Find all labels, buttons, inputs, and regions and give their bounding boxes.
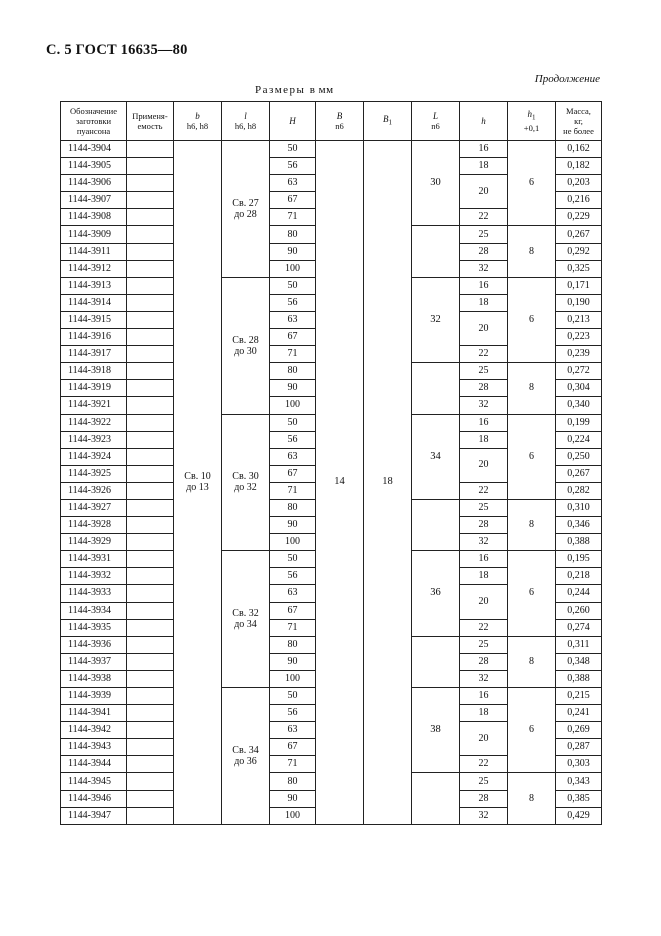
- mass-cell: 0,244: [556, 585, 602, 602]
- H-cell: 63: [270, 311, 316, 328]
- h-cell: 25: [460, 499, 508, 516]
- mass-cell: 0,162: [556, 141, 602, 158]
- designation-cell: 1144-3921: [61, 397, 127, 414]
- mass-cell: 0,241: [556, 705, 602, 722]
- designation-cell: 1144-3919: [61, 380, 127, 397]
- H-cell: 63: [270, 448, 316, 465]
- h1-cell: 6: [508, 414, 556, 499]
- applicability-cell: [127, 363, 174, 380]
- h1-cell: 6: [508, 551, 556, 636]
- applicability-cell: [127, 499, 174, 516]
- designation-cell: 1144-3922: [61, 414, 127, 431]
- h-cell: 32: [460, 670, 508, 687]
- h-cell: 32: [460, 807, 508, 824]
- applicability-cell: [127, 431, 174, 448]
- H-cell: 71: [270, 482, 316, 499]
- mass-cell: 0,190: [556, 294, 602, 311]
- col-header-h1: $h_1$ +0,1: [508, 102, 556, 141]
- mass-cell: 0,267: [556, 465, 602, 482]
- applicability-cell: [127, 482, 174, 499]
- H-cell: 67: [270, 739, 316, 756]
- applicability-cell: [127, 739, 174, 756]
- applicability-cell: [127, 294, 174, 311]
- applicability-cell: [127, 722, 174, 739]
- mass-cell: 0,343: [556, 773, 602, 790]
- mass-cell: 0,215: [556, 688, 602, 705]
- H-cell: 63: [270, 722, 316, 739]
- applicability-cell: [127, 311, 174, 328]
- designation-cell: 1144-3933: [61, 585, 127, 602]
- mass-cell: 0,213: [556, 311, 602, 328]
- H-cell: 50: [270, 414, 316, 431]
- designation-cell: 1144-3935: [61, 619, 127, 636]
- h-cell: 22: [460, 482, 508, 499]
- h-cell: 16: [460, 688, 508, 705]
- applicability-cell: [127, 226, 174, 243]
- applicability-cell: [127, 807, 174, 824]
- h-cell: 16: [460, 277, 508, 294]
- H-cell: 50: [270, 141, 316, 158]
- applicability-cell: [127, 568, 174, 585]
- h-cell: 18: [460, 431, 508, 448]
- h-cell: 20: [460, 175, 508, 209]
- designation-cell: 1144-3925: [61, 465, 127, 482]
- h-cell: 20: [460, 722, 508, 756]
- applicability-cell: [127, 585, 174, 602]
- mass-cell: 0,269: [556, 722, 602, 739]
- designation-cell: 1144-3909: [61, 226, 127, 243]
- H-cell: 56: [270, 294, 316, 311]
- mass-cell: 0,325: [556, 260, 602, 277]
- mass-cell: 0,223: [556, 329, 602, 346]
- B-value-cell: 14: [316, 141, 364, 825]
- mass-cell: 0,287: [556, 739, 602, 756]
- applicability-cell: [127, 602, 174, 619]
- applicability-cell: [127, 175, 174, 192]
- mass-cell: 0,340: [556, 397, 602, 414]
- h-cell: 25: [460, 226, 508, 243]
- h1-cell: 8: [508, 636, 556, 687]
- h-cell: 28: [460, 653, 508, 670]
- H-cell: 50: [270, 277, 316, 294]
- applicability-cell: [127, 619, 174, 636]
- dimensions-table: [60, 101, 602, 825]
- designation-cell: 1144-3924: [61, 448, 127, 465]
- h-cell: 18: [460, 158, 508, 175]
- h-cell: 16: [460, 141, 508, 158]
- designation-cell: 1144-3931: [61, 551, 127, 568]
- applicability-cell: [127, 636, 174, 653]
- designation-cell: 1144-3913: [61, 277, 127, 294]
- table-row: [61, 141, 602, 158]
- designation-cell: 1144-3927: [61, 499, 127, 516]
- mass-cell: 0,195: [556, 551, 602, 568]
- designation-cell: 1144-3905: [61, 158, 127, 175]
- mass-cell: 0,282: [556, 482, 602, 499]
- mass-cell: 0,229: [556, 209, 602, 226]
- mass-cell: 0,385: [556, 790, 602, 807]
- col-header-h: h: [460, 102, 508, 141]
- H-cell: 71: [270, 756, 316, 773]
- h-cell: 20: [460, 448, 508, 482]
- designation-cell: 1144-3926: [61, 482, 127, 499]
- H-cell: 67: [270, 602, 316, 619]
- mass-cell: 0,224: [556, 431, 602, 448]
- mass-cell: 0,274: [556, 619, 602, 636]
- L-blank-cell: [412, 499, 460, 550]
- h1-cell: 6: [508, 141, 556, 226]
- L-value-cell: 36: [412, 551, 460, 636]
- H-cell: 67: [270, 329, 316, 346]
- designation-cell: 1144-3938: [61, 670, 127, 687]
- H-cell: 56: [270, 705, 316, 722]
- h-cell: 20: [460, 585, 508, 619]
- mass-cell: 0,310: [556, 499, 602, 516]
- applicability-cell: [127, 534, 174, 551]
- H-cell: 80: [270, 636, 316, 653]
- l-range-cell: Св. 30 до 32: [222, 414, 270, 551]
- table-body: [61, 141, 602, 825]
- designation-cell: 1144-3946: [61, 790, 127, 807]
- H-cell: 80: [270, 499, 316, 516]
- designation-cell: 1144-3941: [61, 705, 127, 722]
- col-header-mass: Масса, кг, не более: [556, 102, 602, 141]
- mass-cell: 0,388: [556, 534, 602, 551]
- applicability-cell: [127, 141, 174, 158]
- applicability-cell: [127, 158, 174, 175]
- dimensions-caption: [255, 84, 334, 96]
- applicability-cell: [127, 670, 174, 687]
- H-cell: 63: [270, 585, 316, 602]
- h-cell: 16: [460, 551, 508, 568]
- applicability-cell: [127, 517, 174, 534]
- designation-cell: 1144-3939: [61, 688, 127, 705]
- h1-cell: 6: [508, 277, 556, 362]
- h-cell: 22: [460, 619, 508, 636]
- H-cell: 100: [270, 397, 316, 414]
- designation-cell: 1144-3914: [61, 294, 127, 311]
- designation-cell: 1144-3944: [61, 756, 127, 773]
- h1-cell: 8: [508, 499, 556, 550]
- H-cell: 100: [270, 260, 316, 277]
- H-cell: 67: [270, 192, 316, 209]
- mass-cell: 0,218: [556, 568, 602, 585]
- h1-cell: 8: [508, 773, 556, 824]
- continuation-note: Продолжение: [534, 73, 600, 85]
- designation-cell: 1144-3945: [61, 773, 127, 790]
- applicability-cell: [127, 551, 174, 568]
- mass-cell: 0,303: [556, 756, 602, 773]
- table-header-row: [61, 102, 602, 141]
- mass-cell: 0,292: [556, 243, 602, 260]
- mass-cell: 0,272: [556, 363, 602, 380]
- H-cell: 63: [270, 175, 316, 192]
- H-cell: 80: [270, 773, 316, 790]
- mass-cell: 0,429: [556, 807, 602, 824]
- H-cell: 67: [270, 465, 316, 482]
- h-cell: 32: [460, 397, 508, 414]
- H-cell: 56: [270, 158, 316, 175]
- h-cell: 18: [460, 568, 508, 585]
- L-value-cell: 34: [412, 414, 460, 499]
- h-cell: 18: [460, 705, 508, 722]
- b-range-cell: Св. 10 до 13: [174, 141, 222, 825]
- mass-cell: 0,348: [556, 653, 602, 670]
- designation-cell: 1144-3928: [61, 517, 127, 534]
- applicability-cell: [127, 380, 174, 397]
- h-cell: 32: [460, 260, 508, 277]
- h1-cell: 6: [508, 688, 556, 773]
- mass-cell: 0,216: [556, 192, 602, 209]
- h-cell: 28: [460, 790, 508, 807]
- h1-cell: 8: [508, 226, 556, 277]
- L-value-cell: 32: [412, 277, 460, 362]
- applicability-cell: [127, 192, 174, 209]
- H-cell: 90: [270, 243, 316, 260]
- h-cell: 25: [460, 773, 508, 790]
- applicability-cell: [127, 448, 174, 465]
- designation-cell: 1144-3947: [61, 807, 127, 824]
- col-header-designation: Обозначение заготовки пуансона: [61, 102, 127, 141]
- applicability-cell: [127, 790, 174, 807]
- mass-cell: 0,267: [556, 226, 602, 243]
- H-cell: 90: [270, 517, 316, 534]
- col-header-l: l h6, h8: [222, 102, 270, 141]
- designation-cell: 1144-3942: [61, 722, 127, 739]
- applicability-cell: [127, 329, 174, 346]
- B1-value-cell: 18: [364, 141, 412, 825]
- designation-cell: 1144-3912: [61, 260, 127, 277]
- mass-cell: 0,182: [556, 158, 602, 175]
- H-cell: 71: [270, 619, 316, 636]
- applicability-cell: [127, 346, 174, 363]
- l-range-cell: Св. 34 до 36: [222, 688, 270, 825]
- page-title: С. 5 ГОСТ 16635—80: [46, 42, 188, 58]
- L-blank-cell: [412, 636, 460, 687]
- L-value-cell: 30: [412, 141, 460, 226]
- applicability-cell: [127, 653, 174, 670]
- mass-cell: 0,311: [556, 636, 602, 653]
- designation-cell: 1144-3937: [61, 653, 127, 670]
- designation-cell: 1144-3934: [61, 602, 127, 619]
- L-blank-cell: [412, 363, 460, 414]
- h-cell: 28: [460, 380, 508, 397]
- applicability-cell: [127, 260, 174, 277]
- applicability-cell: [127, 243, 174, 260]
- designation-cell: 1144-3943: [61, 739, 127, 756]
- applicability-cell: [127, 277, 174, 294]
- H-cell: 100: [270, 670, 316, 687]
- col-header-applicability: Применя- емость: [127, 102, 174, 141]
- h1-cell: 8: [508, 363, 556, 414]
- H-cell: 50: [270, 688, 316, 705]
- L-blank-cell: [412, 773, 460, 824]
- H-cell: 56: [270, 568, 316, 585]
- L-value-cell: 38: [412, 688, 460, 773]
- mass-cell: 0,239: [556, 346, 602, 363]
- applicability-cell: [127, 397, 174, 414]
- designation-cell: 1144-3915: [61, 311, 127, 328]
- mass-cell: 0,346: [556, 517, 602, 534]
- h-cell: 25: [460, 636, 508, 653]
- h-cell: 22: [460, 209, 508, 226]
- l-range-cell: Св. 32 до 34: [222, 551, 270, 688]
- designation-cell: 1144-3907: [61, 192, 127, 209]
- applicability-cell: [127, 705, 174, 722]
- designation-cell: 1144-3917: [61, 346, 127, 363]
- mass-cell: 0,260: [556, 602, 602, 619]
- designation-cell: 1144-3932: [61, 568, 127, 585]
- h-cell: 28: [460, 517, 508, 534]
- H-cell: 50: [270, 551, 316, 568]
- designation-cell: 1144-3923: [61, 431, 127, 448]
- H-cell: 90: [270, 380, 316, 397]
- h-cell: 25: [460, 363, 508, 380]
- mass-cell: 0,203: [556, 175, 602, 192]
- applicability-cell: [127, 414, 174, 431]
- col-header-L: L n6: [412, 102, 460, 141]
- H-cell: 71: [270, 346, 316, 363]
- applicability-cell: [127, 773, 174, 790]
- col-header-H: H: [270, 102, 316, 141]
- l-range-cell: Св. 28 до 30: [222, 277, 270, 414]
- designation-cell: 1144-3929: [61, 534, 127, 551]
- dimensions-unit: в мм: [309, 84, 334, 96]
- h-cell: 28: [460, 243, 508, 260]
- H-cell: 90: [270, 653, 316, 670]
- designation-cell: 1144-3904: [61, 141, 127, 158]
- col-header-b: b h6, h8: [174, 102, 222, 141]
- dimensions-label: Размеры: [255, 84, 306, 96]
- applicability-cell: [127, 688, 174, 705]
- H-cell: 71: [270, 209, 316, 226]
- designation-cell: 1144-3936: [61, 636, 127, 653]
- designation-cell: 1144-3918: [61, 363, 127, 380]
- applicability-cell: [127, 209, 174, 226]
- H-cell: 100: [270, 807, 316, 824]
- h-cell: 22: [460, 756, 508, 773]
- h-cell: 18: [460, 294, 508, 311]
- designation-cell: 1144-3911: [61, 243, 127, 260]
- H-cell: 80: [270, 363, 316, 380]
- l-range-cell: Св. 27 до 28: [222, 141, 270, 278]
- h-cell: 22: [460, 346, 508, 363]
- col-header-B: B n6: [316, 102, 364, 141]
- designation-cell: 1144-3906: [61, 175, 127, 192]
- mass-cell: 0,304: [556, 380, 602, 397]
- h-cell: 32: [460, 534, 508, 551]
- h-cell: 16: [460, 414, 508, 431]
- H-cell: 80: [270, 226, 316, 243]
- applicability-cell: [127, 756, 174, 773]
- H-cell: 56: [270, 431, 316, 448]
- col-header-B1: $B_1$: [364, 102, 412, 141]
- mass-cell: 0,250: [556, 448, 602, 465]
- H-cell: 90: [270, 790, 316, 807]
- h-cell: 20: [460, 311, 508, 345]
- applicability-cell: [127, 465, 174, 482]
- designation-cell: 1144-3916: [61, 329, 127, 346]
- H-cell: 100: [270, 534, 316, 551]
- L-blank-cell: [412, 226, 460, 277]
- mass-cell: 0,199: [556, 414, 602, 431]
- mass-cell: 0,388: [556, 670, 602, 687]
- designation-cell: 1144-3908: [61, 209, 127, 226]
- mass-cell: 0,171: [556, 277, 602, 294]
